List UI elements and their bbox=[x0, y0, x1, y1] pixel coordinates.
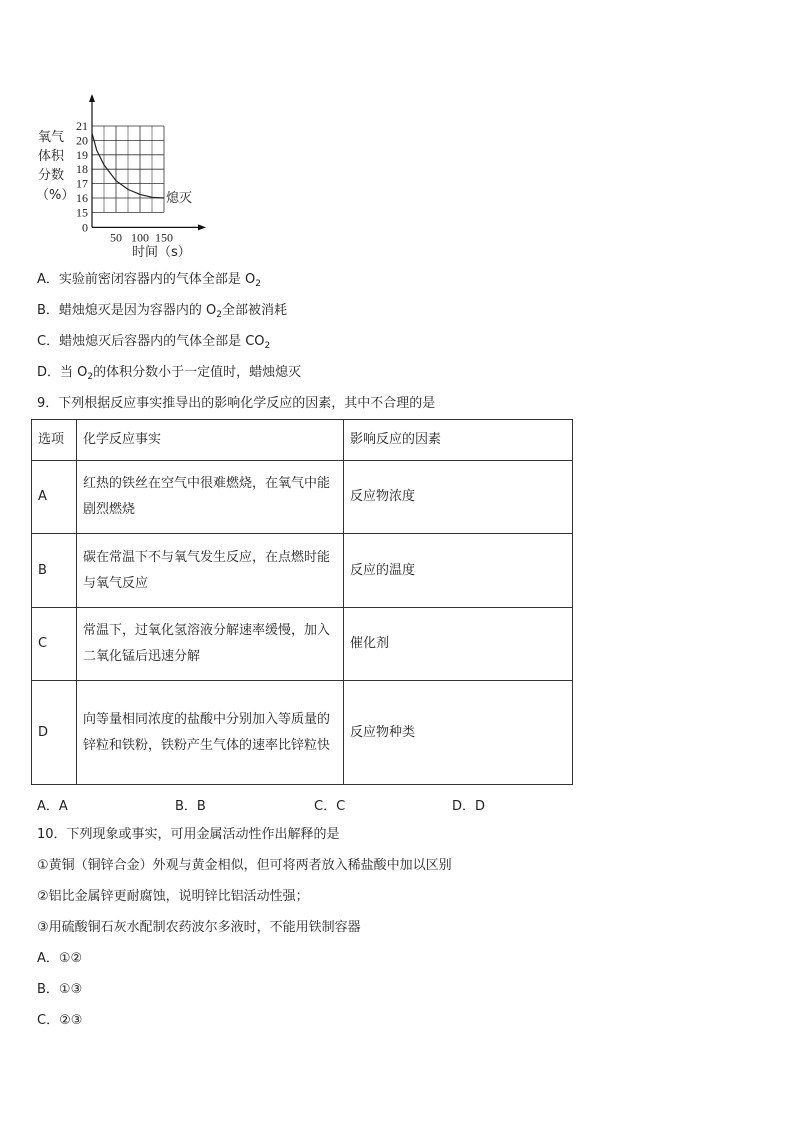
row-option: C bbox=[32, 608, 77, 681]
y-label-line-4: （%） bbox=[36, 188, 75, 203]
x-axis-arrow bbox=[198, 224, 206, 230]
table-row bbox=[32, 681, 573, 785]
subscript: 2 bbox=[264, 341, 271, 351]
q8-option-c-text: C．蜡烛熄灭后容器内的气体全部是 CO bbox=[37, 334, 265, 349]
row-factor: 反应物种类 bbox=[344, 681, 573, 785]
y-tick-label: 18 bbox=[76, 162, 88, 177]
row-option: B bbox=[32, 534, 77, 608]
y-label-line-2: 体积 bbox=[38, 149, 65, 164]
y-axis-arrow bbox=[89, 94, 95, 102]
row-fact: 常温下，过氧化氢溶液分解速率缓慢，加入二氧化锰后迅速分解 bbox=[77, 608, 344, 681]
chart-ticks bbox=[76, 119, 173, 244]
q10-item-2: ②铝比金属锌更耐腐蚀，说明锌比铝活动性强； bbox=[37, 889, 309, 904]
q9-choice-b: B．B bbox=[175, 799, 206, 814]
row-fact: 向等量相同浓度的盐酸中分别加入等质量的锌粒和铁粉，铁粉产生气体的速率比锌粒快 bbox=[77, 681, 344, 785]
subscript: 2 bbox=[87, 372, 94, 382]
x-tick-label: 50 bbox=[110, 230, 122, 245]
q8-option-a bbox=[37, 272, 261, 288]
x-axis-label: 时间（s） bbox=[132, 245, 191, 260]
chart-grid bbox=[92, 126, 164, 212]
x-tick-label: 100 bbox=[131, 230, 149, 245]
q10-stem: 10．下列现象或事实，可用金属活动性作出解释的是 bbox=[37, 827, 340, 842]
row-factor: 反应物浓度 bbox=[344, 461, 573, 534]
row-factor: 反应的温度 bbox=[344, 534, 573, 608]
q10-choice-c: C．②③ bbox=[37, 1013, 83, 1028]
subscript: 2 bbox=[255, 279, 261, 289]
y-tick-label: 19 bbox=[76, 147, 88, 162]
row-option: A bbox=[32, 461, 77, 534]
q10-choice-a: A．①② bbox=[37, 951, 83, 966]
q8-option-d-text-tail: 的体积分数小于一定值时，蜡烛熄灭 bbox=[93, 365, 302, 380]
table-row bbox=[32, 608, 573, 681]
row-factor: 催化剂 bbox=[344, 608, 573, 681]
q8-option-d bbox=[37, 365, 301, 381]
table-row bbox=[32, 534, 573, 608]
q8-option-d-text: D．当 O bbox=[37, 365, 88, 380]
row-option: D bbox=[32, 681, 77, 785]
y-label-line-1: 氧气 bbox=[38, 130, 65, 145]
y-tick-label: 21 bbox=[76, 119, 88, 133]
row-fact: 碳在常温下不与氧气发生反应，在点燃时能与氧气反应 bbox=[77, 534, 344, 608]
q8-option-c bbox=[37, 334, 270, 350]
y-label-line-3: 分数 bbox=[38, 168, 65, 183]
q9-table bbox=[31, 419, 573, 785]
table-row bbox=[32, 461, 573, 534]
header-factor: 影响反应的因素 bbox=[344, 420, 573, 461]
annotation-extinguish: 熄灭 bbox=[166, 191, 193, 206]
subscript: 2 bbox=[216, 310, 223, 320]
y-tick-label: 17 bbox=[76, 176, 88, 191]
q8-option-b bbox=[37, 303, 287, 319]
chart-axes bbox=[89, 94, 206, 230]
row-fact: 红热的铁丝在空气中很难燃烧，在氧气中能剧烈燃烧 bbox=[77, 461, 344, 534]
q10-choice-b: B．①③ bbox=[37, 982, 83, 997]
q10-item-1: ①黄铜（铜锌合金）外观与黄金相似，但可将两者放入稀盐酸中加以区别 bbox=[37, 858, 452, 873]
q8-option-b-text-tail: 全部被消耗 bbox=[222, 303, 288, 318]
y-tick-label: 15 bbox=[76, 205, 88, 220]
y-tick-label: 16 bbox=[76, 191, 88, 205]
q8-option-a-text: A．实验前密闭容器内的气体全部是 O bbox=[37, 272, 256, 287]
q9-stem: 9．下列根据反应事实推导出的影响化学反应的因素，其中不合理的是 bbox=[37, 396, 436, 411]
q9-choice-a: A．A bbox=[37, 799, 68, 814]
q8-option-b-text: B．蜡烛熄灭是因为容器内的 O bbox=[37, 303, 217, 318]
y-tick-label: 0 bbox=[82, 220, 88, 235]
q10-item-3: ③用硫酸铜石灰水配制农药波尔多液时，不能用铁制容器 bbox=[37, 920, 361, 935]
q9-choice-c: C．C bbox=[314, 799, 346, 814]
y-tick-label: 20 bbox=[76, 133, 88, 148]
header-fact: 化学反应事实 bbox=[77, 420, 344, 461]
x-tick-label: 150 bbox=[155, 230, 173, 245]
chart-svg bbox=[60, 90, 210, 260]
header-option: 选项 bbox=[32, 420, 77, 461]
table-header-row bbox=[32, 420, 573, 461]
q9-choice-d: D．D bbox=[452, 799, 486, 814]
